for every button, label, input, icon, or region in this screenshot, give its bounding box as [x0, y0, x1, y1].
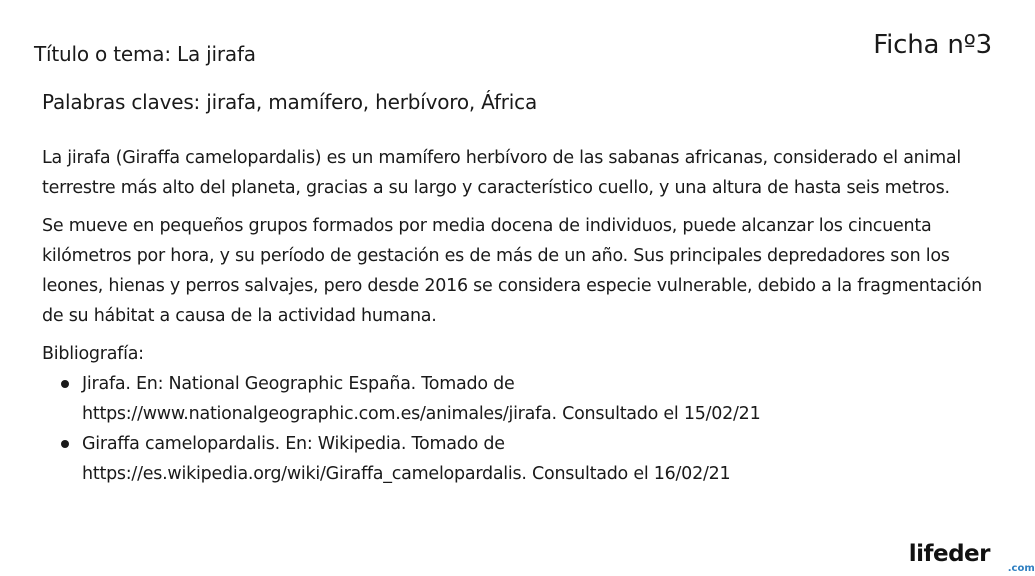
reference-url: https://www.nationalgeographic.com.es/animales/jirafa. Consultado el 15/02/21	[82, 404, 761, 424]
bibliography-heading: Bibliografía:	[42, 344, 144, 364]
reference-title: Jirafa. En: National Geographic España. Tomado de	[82, 374, 515, 394]
logo-text: lifeder	[908, 541, 990, 567]
page-title: Título o tema: La jirafa	[34, 42, 256, 66]
bibliography-list	[42, 369, 992, 489]
reference-title: Giraffa camelopardalis. En: Wikipedia. Tomado de	[82, 434, 505, 454]
bullet-icon	[61, 380, 69, 388]
list-item	[82, 429, 992, 489]
reference-url: https://es.wikipedia.org/wiki/Giraffa_camelopardalis. Consultado el 16/02/21	[82, 464, 731, 484]
logo-suffix: .com	[1007, 563, 1035, 574]
paragraph: Se mueve en pequeños grupos formados por media docena de individuos, puede alcanzar los cincuenta kilómetros por hora, y su período de gestación es de más de un año. Sus principales depredadores son los leones, hienas y perros salvajes, pero desde 2016 se considera especie vulnerable, debido a la fragmentación de su hábitat a causa de la actividad humana.	[42, 216, 983, 326]
logo	[908, 541, 1035, 574]
main-content	[42, 143, 992, 489]
paragraph: La jirafa (Giraffa camelopardalis) es un mamífero herbívoro de las sabanas africanas, considerado el animal terrestre más alto del planeta, gracias a su largo y característico cuello, y una altura de hasta seis metros.	[42, 148, 962, 198]
keywords: Palabras claves: jirafa, mamífero, herbívoro, África	[42, 90, 538, 114]
bullet-icon	[61, 440, 69, 448]
list-item	[82, 369, 992, 429]
card-number: Ficha nº3	[873, 30, 992, 60]
